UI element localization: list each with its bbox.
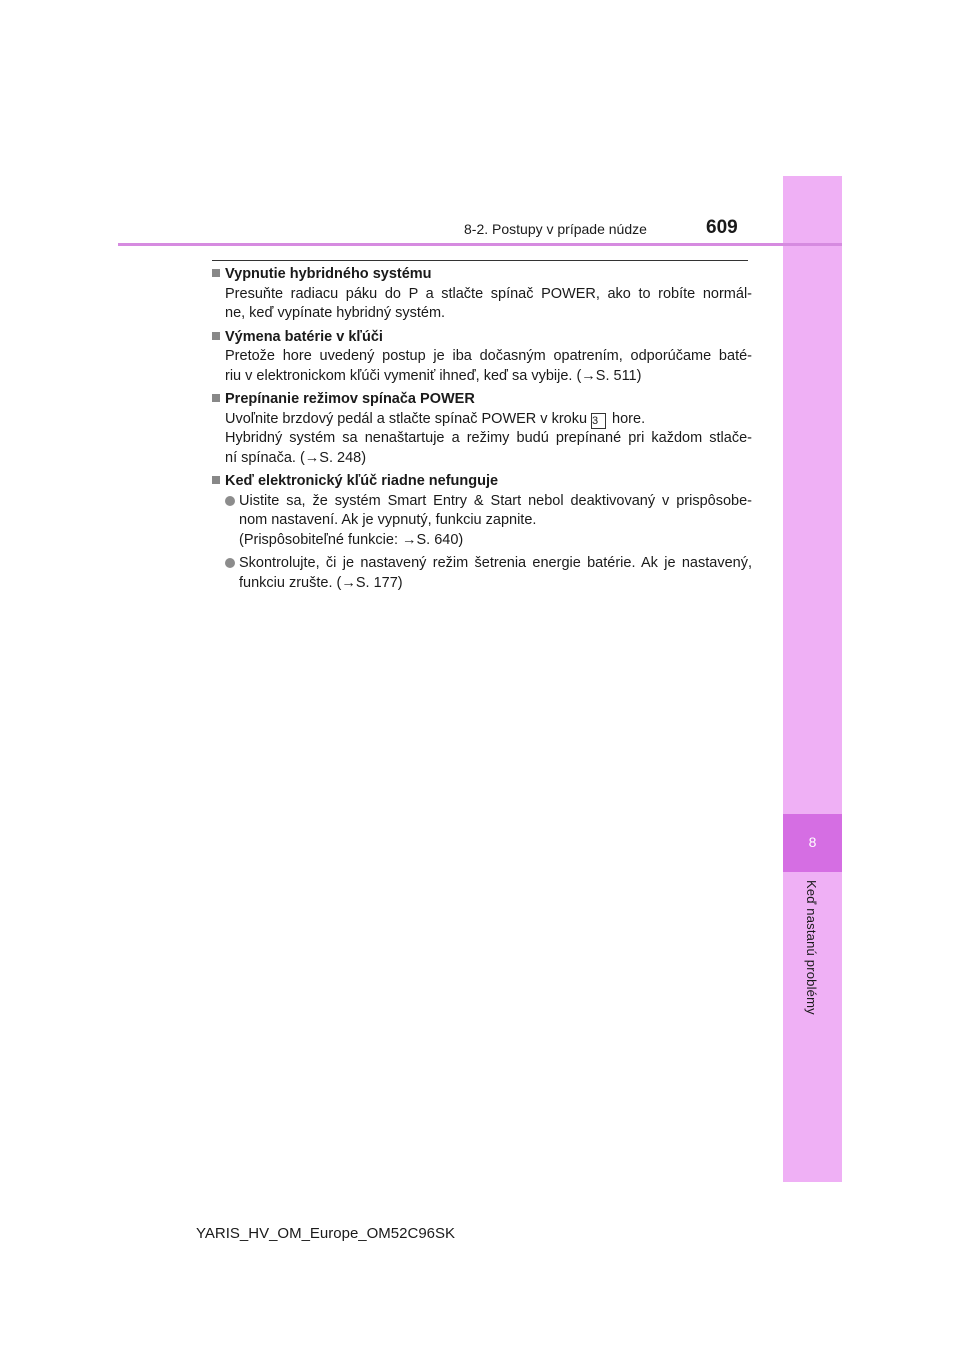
- step-reference-box: 3: [591, 413, 606, 429]
- section-heading: [212, 328, 752, 348]
- body-line: nom nastavení. Ak je vypnutý, funkciu zapnite.: [239, 512, 537, 528]
- section-key-malfunction: [212, 472, 752, 593]
- page-number: 609: [706, 217, 738, 238]
- chapter-sidebar: [783, 176, 842, 1182]
- section-body: [212, 410, 752, 469]
- body-line: (Prispôsobiteľné funkcie: →S. 640): [239, 531, 464, 548]
- body-text: Uvoľnite brzdový pedál a stlačte spínač POWER v kroku: [225, 410, 588, 427]
- body-line: Uistite sa, že systém Smart Entry & Start nebol deaktivovaný v prispôsobe-: [239, 492, 752, 509]
- body-line: riu v elektronickom kľúči vymeniť ihneď, keď sa vybije. (→S. 511): [225, 367, 642, 384]
- body-line: [225, 410, 752, 430]
- body-line: Pretože hore uvedený postup je iba dočasným opatrením, odporúčame baté-: [225, 348, 752, 364]
- content-top-rule: [212, 260, 748, 261]
- body-line: funkciu zrušte. (→S. 177): [239, 574, 403, 591]
- section-title: 8-2. Postupy v prípade núdze: [464, 221, 647, 237]
- section-power-modes: [212, 390, 752, 468]
- section-heading: [212, 390, 752, 410]
- circle-bullet-icon: [225, 496, 235, 506]
- section-body: [212, 347, 752, 386]
- chapter-tab: [783, 814, 842, 872]
- document-id: YARIS_HV_OM_Europe_OM52C96SK: [196, 1225, 456, 1242]
- page-content: [212, 265, 752, 597]
- list-item: [212, 554, 752, 593]
- list-item: [212, 492, 752, 551]
- list-item-text: [239, 554, 752, 593]
- body-line: ne, keď vypínate hybridný systém.: [225, 305, 446, 321]
- list-item-text: [239, 492, 752, 551]
- square-bullet-icon: [212, 269, 220, 277]
- body-line: Presuňte radiacu páku do P a stlačte spínač POWER, ako to robíte normál-: [225, 285, 752, 302]
- square-bullet-icon: [212, 394, 220, 402]
- circle-bullet-icon: [225, 558, 235, 568]
- body-line: ní spínača. (→S. 248): [225, 449, 367, 466]
- section-key-battery: [212, 328, 752, 387]
- section-heading-text: Výmena batérie v kľúči: [225, 328, 383, 345]
- square-bullet-icon: [212, 476, 220, 484]
- section-body: [212, 285, 752, 324]
- header-rule: [118, 243, 842, 246]
- section-hybrid-off: [212, 265, 752, 324]
- chapter-label: Keď nastanú problémy: [804, 880, 819, 1015]
- chapter-number: 8: [808, 834, 817, 850]
- body-text: hore.: [612, 410, 646, 427]
- square-bullet-icon: [212, 332, 220, 340]
- section-heading: [212, 472, 752, 492]
- section-heading-text: Keď elektronický kľúč riadne nefunguje: [225, 473, 499, 489]
- section-heading-text: Vypnutie hybridného systému: [225, 266, 432, 282]
- section-heading: [212, 265, 752, 285]
- section-heading-text: Prepínanie režimov spínača POWER: [225, 391, 475, 407]
- body-line: Skontrolujte, či je nastavený režim šetrenia energie batérie. Ak je nastavený,: [239, 555, 752, 571]
- body-line: Hybridný systém sa nenaštartuje a režimy budú prepínané pri každom stlače-: [225, 430, 752, 446]
